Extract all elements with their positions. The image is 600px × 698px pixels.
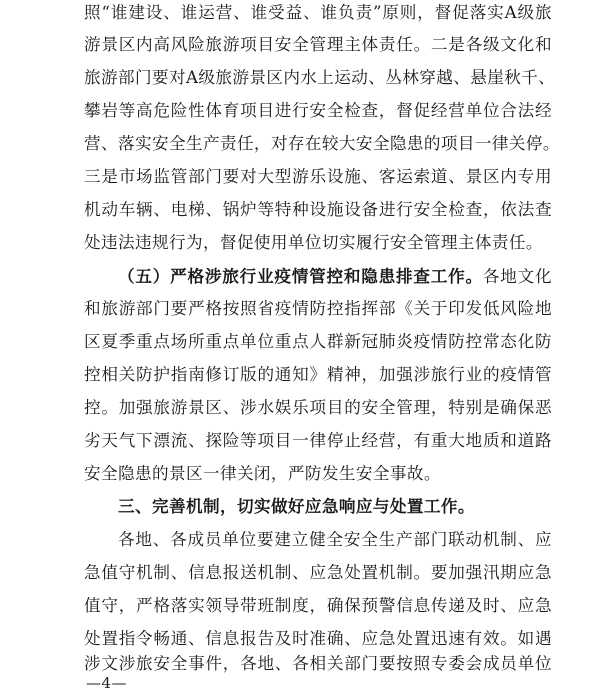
body-text-line: 劣天气下漂流、探险等项目一律停止经营，有重大地质和道路 bbox=[84, 431, 552, 450]
body-text-line: 处置指令畅通、信息报告及时准确、应急处置迅速有效。如遇 bbox=[84, 629, 552, 648]
body-text-line: 各地、各成员单位要建立健全安全生产部门联动机制、应 bbox=[118, 530, 552, 549]
body-text-line: 值守，严格落实领导带班制度，确保预警信息传递及时、应急 bbox=[84, 596, 552, 615]
body-text-line: 控相关防护指南修订版的通知》精神，加强涉旅行业的疫情管 bbox=[84, 365, 552, 384]
body-text-line: 营、落实安全生产责任，对存在较大安全隐患的项目一律关停。 bbox=[84, 134, 560, 153]
body-text-line: 区夏季重点场所重点单位重点人群新冠肺炎疫情防控常态化防 bbox=[84, 332, 552, 351]
body-text-line: 急值守机制、信息报送机制、应急处置机制。要加强汛期应急 bbox=[84, 563, 552, 582]
page-number: —4— bbox=[86, 674, 128, 692]
body-text-line: 控。加强旅游景区、涉水娱乐项目的安全管理，特别是确保恶 bbox=[84, 398, 552, 417]
chapter-heading: 三、完善机制，切实做好应急响应与处置工作。 bbox=[118, 497, 475, 516]
body-text-line: 三是市场监管部门要对大型游乐设施、客运索道、景区内专用 bbox=[84, 167, 552, 186]
section-heading-bold: （五）严格涉旅行业疫情管控和隐患排查工作。 bbox=[118, 266, 483, 286]
body-text-line: 处违法违规行为，督促使用单位切实履行安全管理主体责任。 bbox=[84, 233, 543, 252]
body-text-line: 机动车辆、电梯、锅炉等特种设施设备进行安全检查，依法查 bbox=[84, 200, 552, 219]
body-text-line: 照“谁建设、谁运营、谁受益、谁负责”原则，督促落实A级旅 bbox=[84, 3, 552, 22]
body-text-line: 和旅游部门要严格按照省疫情防控指挥部《关于印发低风险地 bbox=[84, 299, 552, 318]
body-text-line: 攀岩等高危险性体育项目进行安全检查，督促经营单位合法经 bbox=[84, 101, 552, 120]
body-text-line: 游景区内高风险旅游项目安全管理主体责任。二是各级文化和 bbox=[84, 35, 552, 54]
body-text-line: 旅游部门要对A级旅游景区内水上运动、丛林穿越、悬崖秋千、 bbox=[84, 68, 556, 87]
body-text-line: 涉文涉旅安全事件，各地、各相关部门要按照专委会成员单位 bbox=[84, 654, 552, 673]
body-text-line: 安全隐患的景区一律关闭，严防发生安全事故。 bbox=[84, 464, 441, 483]
section-heading-line: （五）严格涉旅行业疫情管控和隐患排查工作。各地文化 bbox=[118, 266, 552, 286]
